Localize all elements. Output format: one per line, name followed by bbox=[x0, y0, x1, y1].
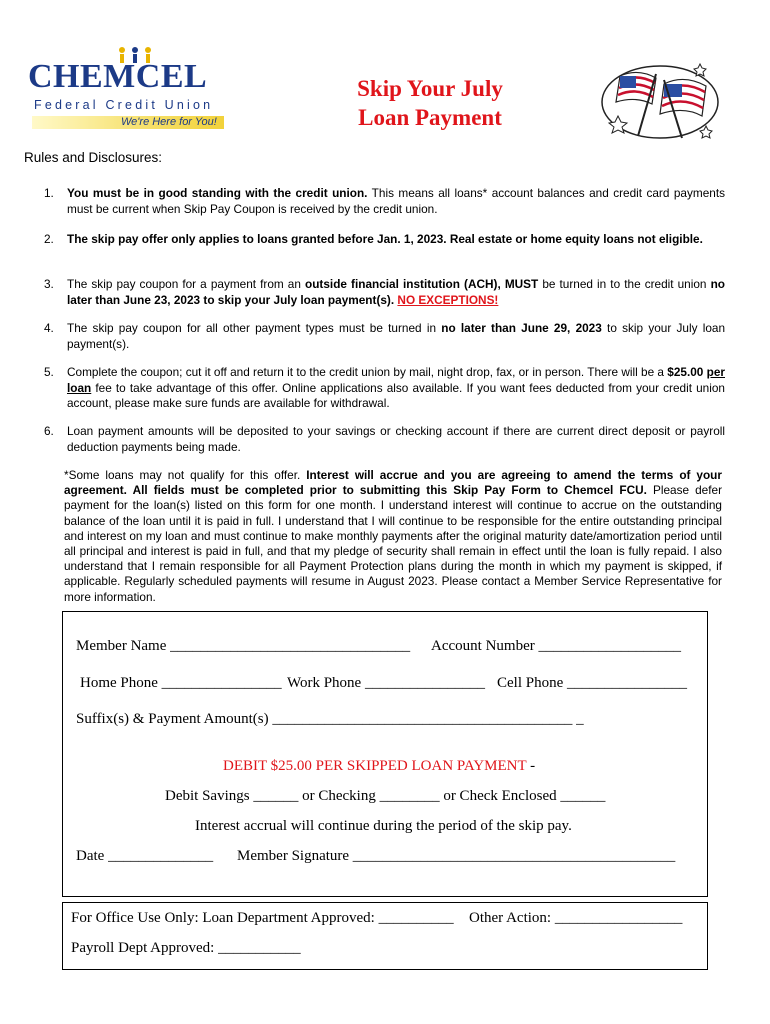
work-phone-field[interactable]: Work Phone ________________ bbox=[287, 675, 485, 691]
interest-accrual-note: Interest accrual will continue during the period of the skip pay. bbox=[195, 818, 572, 834]
page-title bbox=[300, 74, 560, 132]
title-line-2: Loan Payment bbox=[358, 105, 502, 130]
rule-text: The skip pay coupon for all other payment types must be turned in bbox=[67, 321, 442, 335]
rule-number: 1. bbox=[44, 186, 54, 200]
rule-number: 2. bbox=[44, 232, 54, 246]
debit-fee-dash: - bbox=[526, 758, 536, 774]
cell-phone-field[interactable]: Cell Phone ________________ bbox=[497, 675, 687, 691]
american-flags-icon bbox=[598, 56, 728, 144]
rule-number: 3. bbox=[44, 277, 54, 291]
note-text: Please defer payment for the loan(s) listed on this form for one month. I understand interest will continue to accrue on the outstanding balance of the loan until it is paid in full. I understand that I will continue to be responsible for the entire outstanding principal and interest on my loan and must continue to make monthly payments after the original maturity date/amortization period until all principal and interest is paid in full, and that my pledge of security shall remain in effect until the loan is fully repaid. I also understand that I remain responsible for all Payment Protection plans during the month in which my payment is skipped, if applicable. Regularly scheduled payments will resume in August 2023. Please contact a Member Service Representative for more information. bbox=[64, 483, 722, 604]
rule-text: be turned in to the credit union bbox=[538, 277, 711, 291]
note-bold-text: Interest will accrue and you are agreeing to amend the terms of your agreement. All fields must be completed prior to submitting this Skip Pay Form to Chemcel FCU. bbox=[64, 468, 722, 498]
rule-bold-text: $25.00 bbox=[667, 365, 704, 379]
rule-bold-text: no later than June 29, 2023 bbox=[441, 321, 602, 335]
rule-number: 5. bbox=[44, 365, 54, 379]
no-exceptions-text: NO EXCEPTIONS! bbox=[397, 292, 499, 307]
title-line-1: Skip Your July bbox=[357, 76, 503, 101]
member-name-field[interactable]: Member Name ________________________________ bbox=[76, 638, 411, 654]
home-phone-field[interactable]: Home Phone ________________ bbox=[80, 675, 282, 691]
debit-fee-line bbox=[223, 758, 535, 775]
debit-fee-text: DEBIT $25.00 PER SKIPPED LOAN PAYMENT bbox=[223, 758, 527, 774]
rule-bold-text: no later than June 23, 2023 to skip your July loan payment(s). bbox=[67, 277, 725, 307]
account-number-field[interactable]: Account Number ___________________ bbox=[431, 638, 681, 654]
rule-number: 6. bbox=[44, 424, 54, 438]
rule-text: fee to take advantage of this offer. Online applications also available. If you want fees deducted from your credit union account, please make sure funds are available for withdrawal. bbox=[67, 380, 725, 410]
chemcel-logo bbox=[26, 46, 231, 132]
rule-number: 4. bbox=[44, 321, 54, 335]
rule-text: to skip your July loan payment(s). bbox=[67, 321, 726, 351]
loan-department-approved-field[interactable]: For Office Use Only: Loan Department Approved: __________ bbox=[71, 910, 454, 926]
date-field[interactable]: Date ______________ bbox=[76, 848, 214, 864]
rule-text: The skip pay coupon for a payment from an bbox=[67, 277, 306, 291]
disclosure-note bbox=[64, 468, 722, 605]
member-signature-field[interactable]: Member Signature ___________________________________________ bbox=[237, 848, 676, 864]
rule-text: Loan payment amounts will be deposited to your savings or checking account if there are current direct deposit or payroll deduction payments being made. bbox=[67, 424, 725, 454]
rule-text: Complete the coupon; cut it off and return it to the credit union by mail, night drop, fax, or in person. There will be a bbox=[67, 365, 668, 379]
rule-bold-text: You must be in good standing with the credit union. bbox=[67, 186, 368, 200]
logo-brand: CHEMCEL bbox=[28, 58, 208, 95]
rule-bold-text: outside financial institution (ACH), MUST bbox=[305, 277, 539, 291]
suffix-payment-amount-field[interactable]: Suffix(s) & Payment Amount(s) ________________________________________ _ bbox=[76, 711, 584, 727]
logo-subtitle: Federal Credit Union bbox=[34, 98, 214, 112]
other-action-field[interactable]: Other Action: _________________ bbox=[469, 910, 683, 926]
rule-bold-text: The skip pay offer only applies to loans granted before Jan. 1, 2023. Real estate or home equity loans not eligible. bbox=[67, 232, 703, 246]
rule-text: This means all loans* account balances and credit card payments must be current when Skip Pay Coupon is received by the credit union. bbox=[67, 186, 725, 216]
note-text: *Some loans may not qualify for this offer. bbox=[64, 468, 307, 482]
logo-tagline: We're Here for You! bbox=[121, 116, 217, 128]
payroll-dept-approved-field[interactable]: Payroll Dept Approved: ___________ bbox=[71, 940, 301, 956]
debit-options-field[interactable]: Debit Savings ______ or Checking ________ or Check Enclosed ______ bbox=[165, 788, 606, 804]
rule-bold-underlined-text: per loan bbox=[67, 365, 725, 395]
rules-heading: Rules and Disclosures: bbox=[24, 150, 163, 165]
